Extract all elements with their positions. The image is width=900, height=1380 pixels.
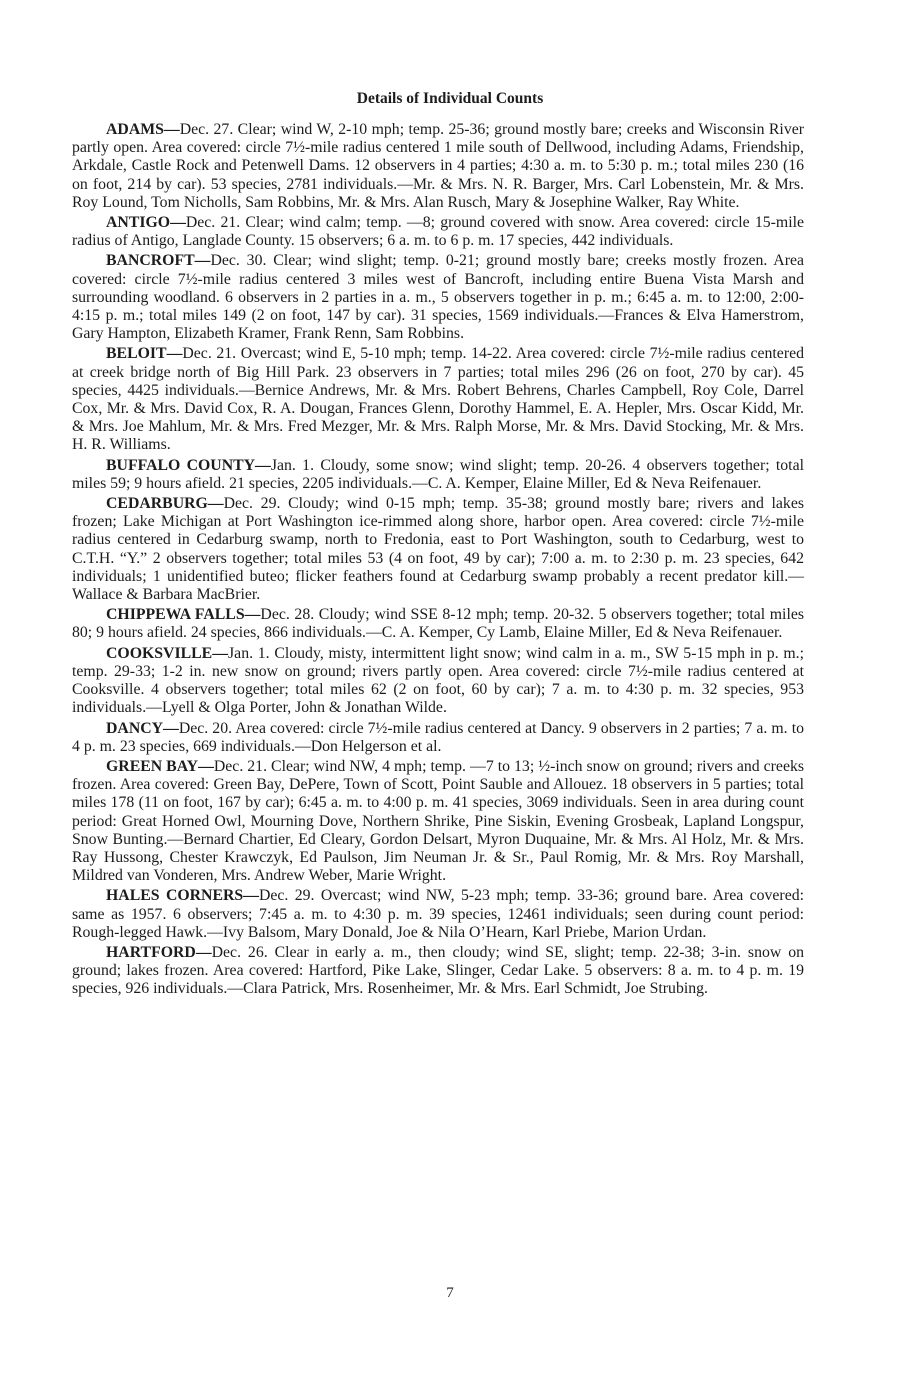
entry-location-name: DANCY— [106,719,179,737]
entry-location-name: COOKSVILLE— [106,644,229,662]
entry-location-name: HARTFORD— [106,943,212,961]
entry-details: Dec. 26. Clear in early a. m., then cloudy; wind SE, slight; temp. 22-38; 3-in. snow on ground; lakes frozen. Area covered: Hartford, Pike Lake, Slinger, Cedar Lake. 5 observers: 8 a. m. to 4 p. m. 19 species, 926 individuals.—Clara Patrick, Mrs. Rosenheimer, Mr. & Mrs. Earl Schmidt, Joe Strubing. [72,943,804,998]
entry-location-name: ADAMS— [106,121,180,138]
entry-details: Dec. 28. Cloudy; wind SSE 8-12 mph; temp. 20-32. 5 observers together; total miles 80; 9 hours afield. 24 species, 866 individuals.—C. A. Kemper, Cy Lamb, Elaine Miller, Ed & Neva Reifenauer. [72,606,804,642]
count-entry [72,495,804,604]
entry-location-name: BELOIT— [106,345,183,363]
entry-location-name: BANCROFT— [106,252,211,270]
entry-location-name: HALES CORNERS— [106,887,259,905]
entry-details: Dec. 27. Clear; wind W, 2-10 mph; temp. 25-36; ground mostly bare; creeks and Wisconsin River partly open. Area covered: circle 7½-mile radius centered 1 mile south of Dellwood, including Adams, Friendship, Arkdale, Castle Rock and Petenwell Dams. 12 observers in 4 parties; 4:30 a. m. to 5:30 p. m.; total miles 230 (16 on foot, 214 by car). 53 species, 2781 individuals.—Mr. & Mrs. N. R. Barger, Mrs. Carl Lobenstein, Mr. & Mrs. Roy Lound, Tom Nicholls, Sam Robbins, Mr. & Mrs. Alan Rusch, Mary & Josephine Walker, Ray White. [72,121,804,211]
count-entry [72,345,804,454]
entry-location-name: BUFFALO COUNTY— [106,456,271,474]
page-title: Details of Individual Counts [356,90,544,107]
entry-details: Dec. 21. Overcast; wind E, 5-10 mph; temp. 14-22. Area covered: circle 7½-mile radius centered at creek bridge north of Big Hill Park. 23 observers in 7 parties; total miles 296 (26 on foot, 270 by car). 45 species, 4425 individuals.—Bernice Andrews, Mr. & Mrs. Robert Behrens, Charles Campbell, Roy Cole, Darrel Cox, Mr. & Mrs. David Cox, R. A. Dougan, Frances Glenn, Dorothy Hammel, E. A. Hepler, Mrs. Oscar Kidd, Mr. & Mrs. Joe Mahlum, Mr. & Mrs. Fred Mezger, Mr. & Mrs. Ralph Morse, Mr. & Mrs. David Stocking, Mr. & Mrs. H. R. Williams. [72,345,804,454]
count-entry [72,758,804,885]
count-entry [72,720,804,756]
entry-details: Jan. 1. Cloudy, some snow; wind slight; temp. 20-26. 4 observers together; total miles 59; 9 hours afield. 21 species, 2205 individuals.—C. A. Kemper, Elaine Miller, Ed & Neva Reifenauer. [72,456,804,492]
entry-details: Dec. 21. Clear; wind NW, 4 mph; temp. —7 to 13; ½-inch snow on ground; rivers and creeks frozen. Area covered: Green Bay, DePere, Town of Scott, Point Sauble and Allouez. 18 observers in 5 parties; total miles 178 (11 on foot, 167 by car); 6:45 a. m. to 4:00 p. m. 41 species, 3069 individuals. Seen in area during count period: Great Horned Owl, Mourning Dove, Northern Shrike, Pine Siskin, Evening Grosbeak, Lapland Longspur, Snow Bunting.—Bernard Chartier, Ed Cleary, Gordon Delsart, Myron Duquaine, Mr. & Mrs. Al Holz, Mr. & Mrs. Ray Hussong, Chester Krawczyk, Ed Paulson, Jim Neuman Jr. & Sr., Paul Romig, Mr. & Mrs. Roy Marshall, Mildred van Vonderen, Mrs. Andrew Weber, Marie Wright. [72,757,804,885]
count-entry [72,645,804,718]
count-entry [72,121,804,212]
entry-details: Dec. 29. Overcast; wind NW, 5-23 mph; temp. 33-36; ground bare. Area covered: same as 1957. 6 observers; 7:45 a. m. to 4:30 p. m. 39 species, 12461 individuals; seen during count period: Rough-legged Hawk.—Ivy Balsom, Mary Donald, Joe & Nila O’Hearn, Karl Priebe, Marion Urdan. [72,887,804,941]
page-number: 7 [446,1285,454,1301]
entry-details: Dec. 30. Clear; wind slight; temp. 0-21; ground mostly bare; creeks mostly frozen. Area covered: circle 7½-mile radius centered 3 miles west of Bancroft, including entire Buena Vista Marsh and surrounding woodland. 6 observers in 2 parties in a. m., 5 observers together in p. m.; 6:45 a. m. to 12:00, 2:00-4:15 p. m.; total miles 149 (2 on foot, 147 by car). 31 species, 1569 individuals.—Frances & Elva Hamerstrom, Gary Hampton, Elizabeth Kramer, Frank Renn, Sam Robbins. [72,252,804,343]
entry-details: Dec. 20. Area covered: circle 7½-mile radius centered at Dancy. 9 observers in 2 parties; 7 a. m. to 4 p. m. 23 species, 669 individuals.—Don Helgerson et al. [72,719,804,755]
entry-location-name: GREEN BAY— [106,757,214,775]
count-entry [72,214,804,250]
entry-details: Dec. 29. Cloudy; wind 0-15 mph; temp. 35-38; ground mostly bare; rivers and lakes frozen; Lake Michigan at Port Washington ice-rimmed along shore, harbor open. Area covered: circle 7½-mile radius centered in Cedarburg swamp, north to Fredonia, east to Port Washington, south to Cedarburg, west to C.T.H. “Y.” 2 observers together; total miles 53 (4 on foot, 49 by car); 7:00 a. m. to 2:30 p. m. 23 species, 642 individuals; 1 unidentified buteo; flicker feathers found at Cedarburg swamp probably a recent predator kill.—Wallace & Barbara MacBrier. [72,495,804,604]
entry-location-name: CHIPPEWA FALLS— [106,606,261,624]
count-entry [72,944,804,999]
count-entry [72,252,804,343]
count-entry [72,887,804,942]
count-entry [72,457,804,493]
entry-details: Jan. 1. Cloudy, misty, intermittent light snow; wind calm in a. m., SW 5-15 mph in p. m.; temp. 29-33; 1-2 in. new snow on ground; rivers partly open. Area covered: circle 7½-mile radius centered at Cooksville. 4 observers together; total miles 62 (2 on foot, 60 by car); 7 a. m. to 4:30 p. m. 32 species, 953 individuals.—Lyell & Olga Porter, John & Jonathan Wilde. [72,644,804,717]
count-entry [72,606,804,642]
entry-location-name: CEDARBURG— [106,495,224,513]
entry-details: Dec. 21. Clear; wind calm; temp. —8; ground covered with snow. Area covered: circle 15-mile radius of Antigo, Langlade County. 15 observers; 6 a. m. to 6 p. m. 17 species, 442 individuals. [72,214,804,250]
entry-location-name: ANTIGO— [106,214,186,232]
count-entries [72,121,804,1001]
